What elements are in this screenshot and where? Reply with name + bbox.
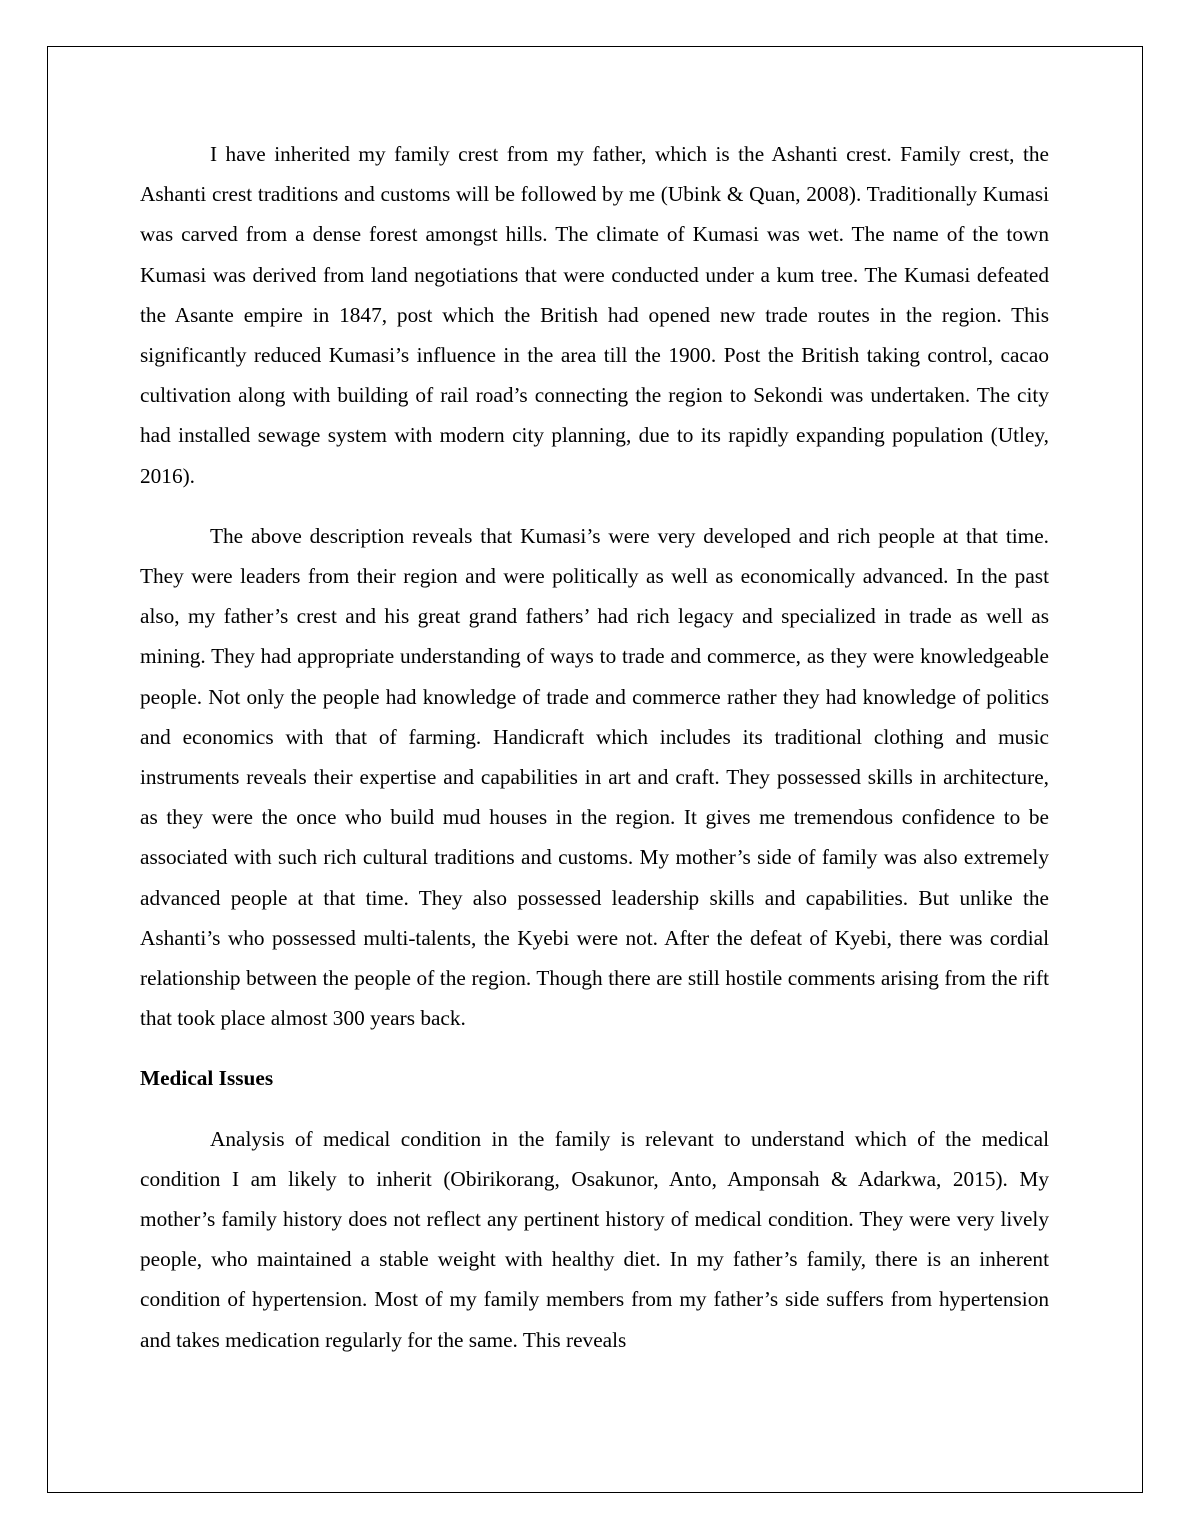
document-body xyxy=(140,134,1049,1380)
section-heading-medical-issues: Medical Issues xyxy=(140,1066,274,1091)
paragraph-medical-condition: Analysis of medical condition in the family is relevant to understand which of the medical condition I am likely to inherit (Obirikorang, Osakunor, Anto, Amponsah & Adarkwa, 2015). My mother’s family history does not reflect any pertinent history of medical condition. They were very lively people, who maintained a stable weight with healthy diet. In my father’s family, there is an inherent condition of hypertension. Most of my family members from my father’s side suffers from hypertension and takes medication regularly for the same. This reveals xyxy=(140,1126,1049,1352)
paragraph-ashanti-crest: I have inherited my family crest from my father, which is the Ashanti crest. Family crest, the Ashanti crest traditions and customs will be followed by me (Ubink & Quan, 2008). Traditionally Kumasi was carved from a dense forest amongst hills. The climate of Kumasi was wet. The name of the town Kumasi was derived from land negotiations that were conducted under a kum tree. The Kumasi defeated the Asante empire in 1847, post which the British had opened new trade routes in the region. This significantly reduced Kumasi’s influence in the area till the 1900. Post the British taking control, cacao cultivation along with building of rail road’s connecting the region to Sekondi was undertaken. The city had installed sewage system with modern city planning, due to its rapidly expanding population (Utley, 2016). xyxy=(140,142,1049,488)
paragraph-kumasi-legacy: The above description reveals that Kumasi’s were very developed and rich people at that time. They were leaders from their region and were politically as well as economically advanced. In the past also, my father’s crest and his great grand fathers’ had rich legacy and specialized in trade as well as mining. They had appropriate understanding of ways to trade and commerce, as they were knowledgeable people. Not only the people had knowledge of trade and commerce rather they had knowledge of politics and economics with that of farming. Handicraft which includes its traditional clothing and music instruments reveals their expertise and capabilities in art and craft. They possessed skills in architecture, as they were the once who build mud houses in the region. It gives me tremendous confidence to be associated with such rich cultural traditions and customs. My mother’s side of family was also extremely advanced people at that time. They also possessed leadership skills and capabilities. But unlike the Ashanti’s who possessed multi-talents, the Kyebi were not. After the defeat of Kyebi, there was cordial relationship between the people of the region. Though there are still hostile comments arising from the rift that took place almost 300 years back. xyxy=(140,523,1049,1031)
